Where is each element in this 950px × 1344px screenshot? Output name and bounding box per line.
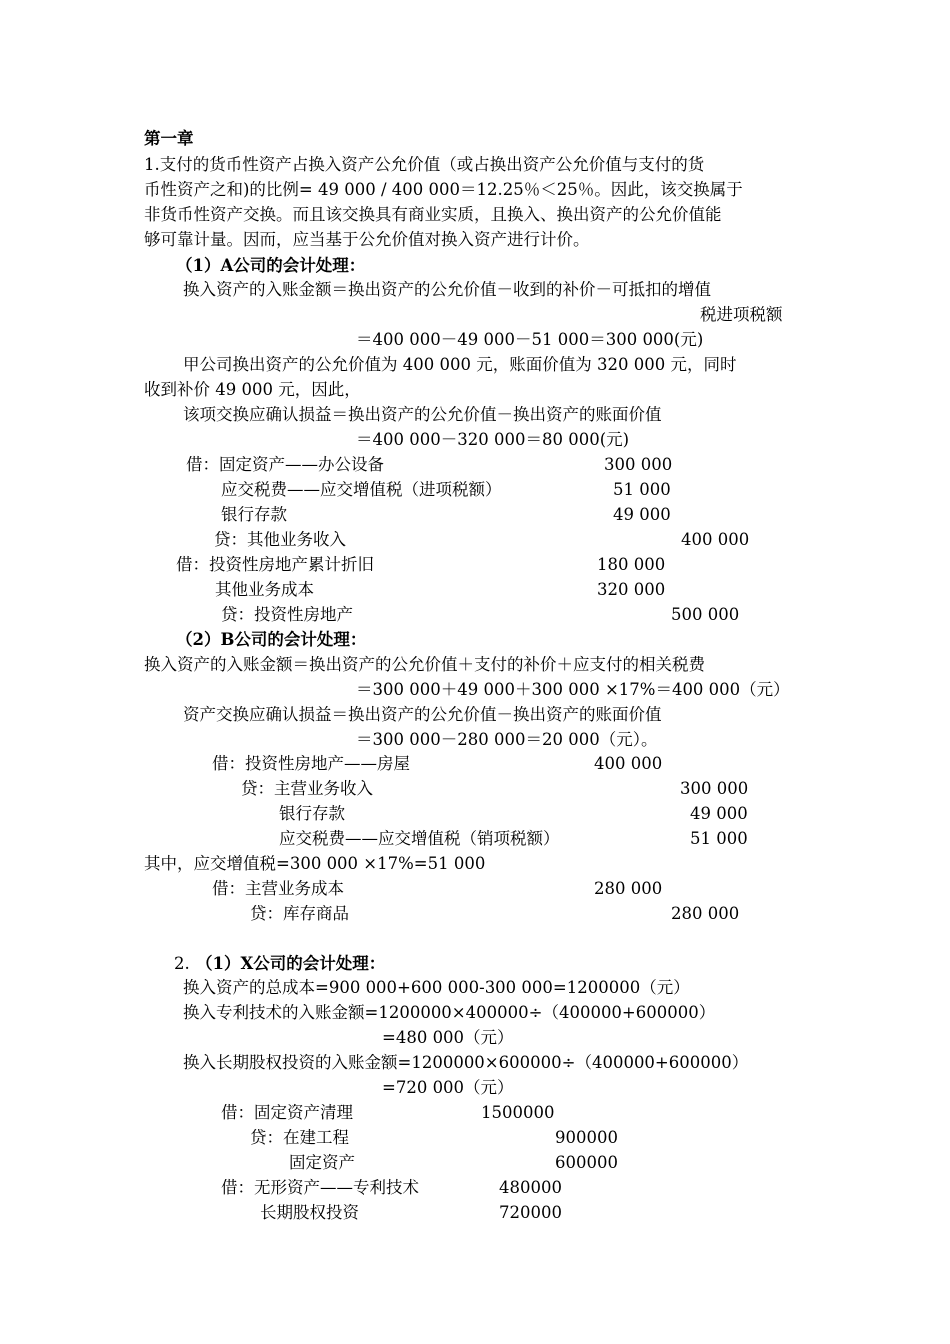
text-line: 换入长期股权投资的入账金额=1200000×600000÷（400000+600000） <box>183 1053 749 1072</box>
journal-entry-label: 长期股权投资 <box>260 1203 359 1222</box>
journal-entry-label: 银行存款 <box>221 505 287 524</box>
formula-line: ＝300 000－280 000＝20 000（元）。 <box>356 730 658 749</box>
text-line: 资产交换应确认损益＝换出资产的公允价值－换出资产的账面价值 <box>183 705 662 724</box>
text-line: 换入资产的总成本=900 000+600 000-300 000=1200000（元） <box>183 978 690 997</box>
credit-amount: 51 000 <box>690 829 748 848</box>
credit-amount: 500 000 <box>671 605 740 624</box>
journal-entry-label: 借：投资性房地产——房屋 <box>212 754 410 773</box>
journal-entry-label: 贷：在建工程 <box>250 1128 349 1147</box>
debit-amount: 480000 <box>499 1178 562 1197</box>
question-number: 2. <box>174 954 195 973</box>
chapter-heading: 第一章 <box>144 129 194 148</box>
credit-amount: 600000 <box>555 1153 618 1172</box>
debit-amount: 49 000 <box>613 505 671 524</box>
text-line: 该项交换应确认损益＝换出资产的公允价值－换出资产的账面价值 <box>183 405 662 424</box>
tax-note: 其中，应交增值税=300 000 ×17%=51 000 <box>144 854 486 873</box>
journal-entry-label: 其他业务成本 <box>215 580 314 599</box>
journal-entry-label: 借：固定资产清理 <box>221 1103 353 1122</box>
text-line: 换入专利技术的入账金额=1200000×400000÷（400000+600000） <box>183 1003 716 1022</box>
intro-line: 非货币性资产交换。而且该交换具有商业实质，且换入、换出资产的公允价值能 <box>144 205 722 224</box>
intro-line: 1.支付的货币性资产占换入资产公允价值（或占换出资产公允价值与支付的货 <box>144 155 705 174</box>
journal-entry-label: 借：主营业务成本 <box>212 879 344 898</box>
journal-entry-label: 贷：库存商品 <box>250 904 349 923</box>
credit-amount: 49 000 <box>690 804 748 823</box>
credit-amount: 300 000 <box>680 779 749 798</box>
formula-line: =480 000（元） <box>382 1028 514 1047</box>
section-b-title: （2）B公司的会计处理： <box>176 630 367 649</box>
formula-line: ＝300 000＋49 000＋300 000 ×17%＝400 000（元） <box>356 680 790 699</box>
section-x-title: （1）X公司的会计处理： <box>196 954 386 973</box>
section-a-title: （1）A公司的会计处理： <box>176 256 366 275</box>
debit-amount: 320 000 <box>597 580 666 599</box>
debit-amount: 400 000 <box>594 754 663 773</box>
text-line: 甲公司换出资产的公允价值为 400 000 元，账面价值为 320 000 元，同时 <box>183 355 737 374</box>
debit-amount: 300 000 <box>604 455 673 474</box>
credit-amount: 400 000 <box>681 530 750 549</box>
journal-entry-label: 贷：其他业务收入 <box>214 530 346 549</box>
journal-entry-label: 借：固定资产——办公设备 <box>186 455 384 474</box>
debit-amount: 180 000 <box>597 555 666 574</box>
formula-line: ＝400 000－320 000＝80 000(元) <box>356 430 630 449</box>
journal-entry-label: 贷：主营业务收入 <box>241 779 373 798</box>
journal-entry-label: 银行存款 <box>279 804 345 823</box>
journal-entry-label: 借：投资性房地产累计折旧 <box>176 555 374 574</box>
journal-entry-label: 应交税费——应交增值税（进项税额） <box>221 480 502 499</box>
formula-line: ＝400 000－49 000－51 000＝300 000(元) <box>356 330 704 349</box>
journal-entry-label: 固定资产 <box>289 1153 355 1172</box>
debit-amount: 51 000 <box>613 480 671 499</box>
journal-entry-label: 贷：投资性房地产 <box>221 605 353 624</box>
debit-amount: 720000 <box>499 1203 562 1222</box>
journal-entry-label: 借：无形资产——专利技术 <box>221 1178 419 1197</box>
credit-amount: 900000 <box>555 1128 618 1147</box>
debit-amount: 1500000 <box>481 1103 555 1122</box>
text-line: 换入资产的入账金额＝换出资产的公允价值－收到的补价－可抵扣的增值 <box>183 280 711 299</box>
text-line: 税进项税额 <box>700 305 783 324</box>
text-line: 收到补价 49 000 元，因此， <box>144 380 361 399</box>
intro-line: 够可靠计量。因而，应当基于公允价值对换入资产进行计价。 <box>144 230 590 249</box>
debit-amount: 280 000 <box>594 879 663 898</box>
credit-amount: 280 000 <box>671 904 740 923</box>
text-line: 换入资产的入账金额＝换出资产的公允价值＋支付的补价＋应支付的相关税费 <box>144 655 705 674</box>
formula-line: =720 000（元） <box>382 1078 514 1097</box>
journal-entry-label: 应交税费——应交增值税（销项税额） <box>279 829 560 848</box>
intro-line: 币性资产之和)的比例= 49 000 / 400 000＝12.25％＜25％。因此，该交换属于 <box>144 180 743 199</box>
